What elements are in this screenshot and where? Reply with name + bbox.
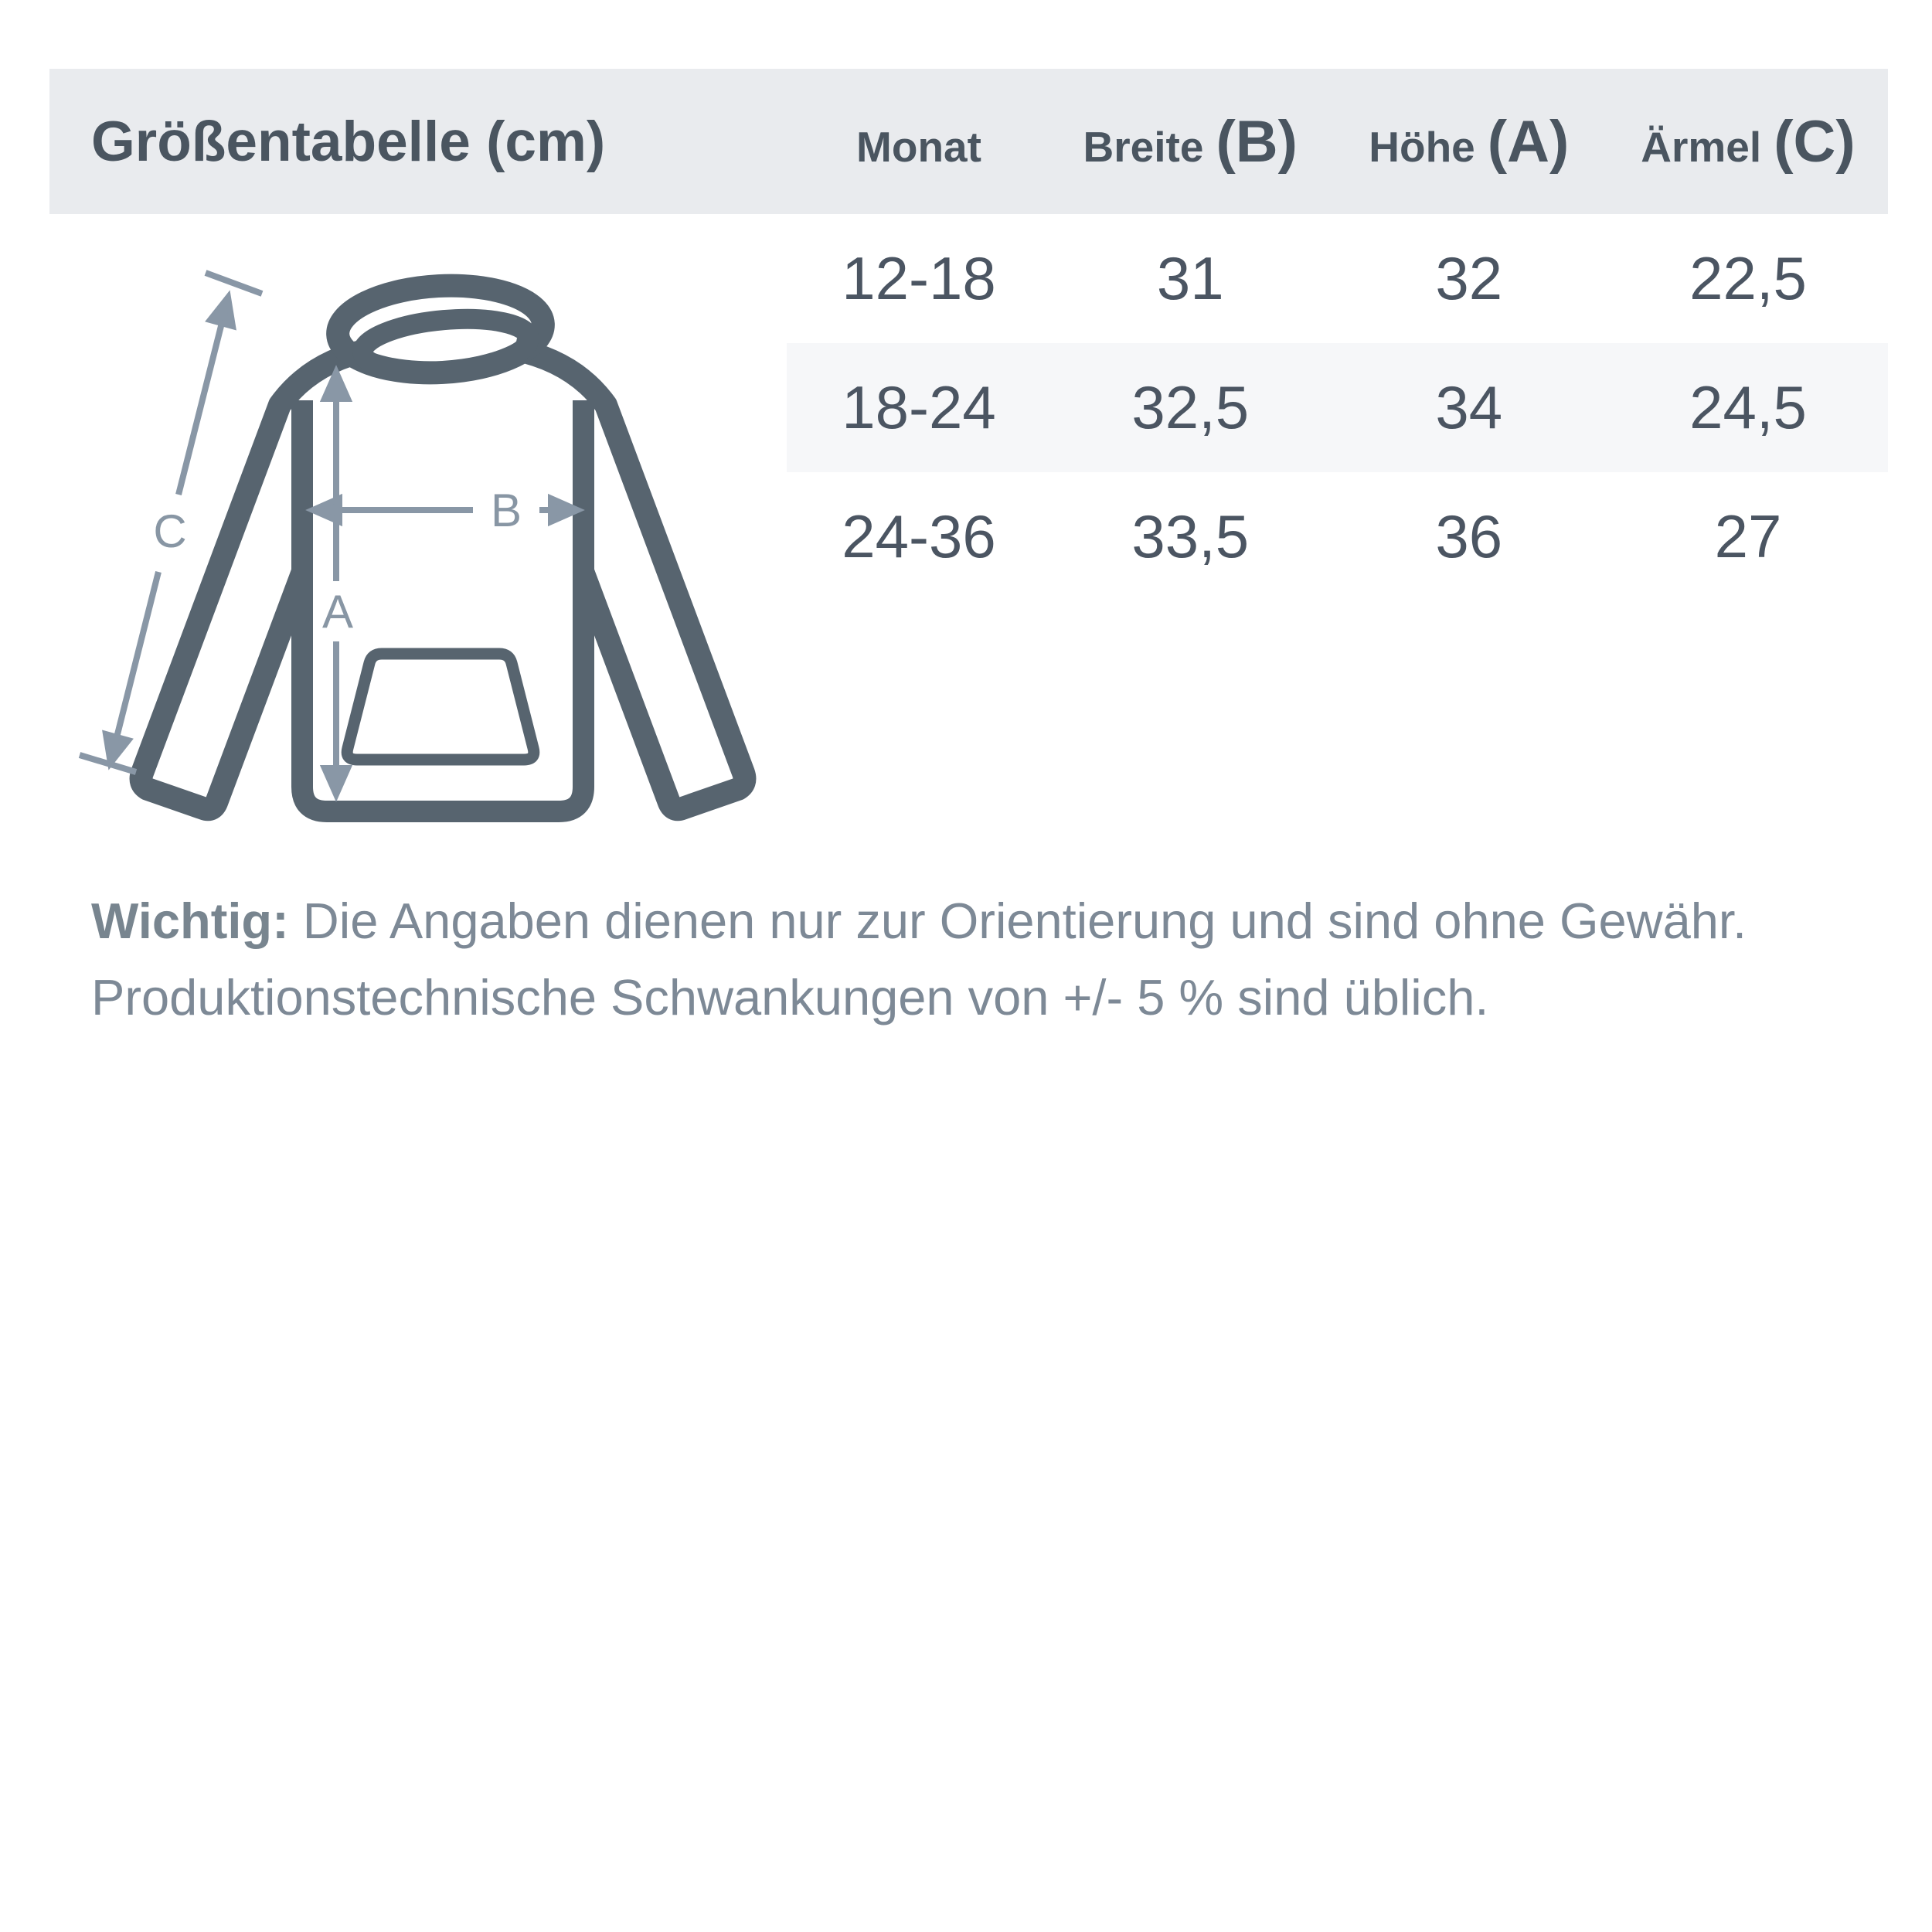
- cell-aermel: 27: [1714, 502, 1782, 570]
- column-header-label: Höhe: [1369, 122, 1475, 171]
- column-header-aermel: [1608, 69, 1888, 214]
- arrow-c-line-bottom: [117, 572, 158, 737]
- hoodie-pocket: [347, 654, 534, 760]
- column-header-monat: [787, 69, 1051, 214]
- cell-aermel: 22,5: [1689, 244, 1807, 312]
- column-header-letter: (C): [1774, 108, 1855, 175]
- arrow-c-head-down: [106, 734, 128, 763]
- column-header-label: Monat: [856, 122, 981, 171]
- hoodie-outline-drawing: [141, 281, 745, 811]
- disclaimer-line-1: [91, 883, 1892, 959]
- hoodie-measurement-diagram: [31, 216, 811, 889]
- cell-breite: 33,5: [1131, 502, 1250, 570]
- disclaimer-line-2: Produktionstechnische Schwankungen von +/- 5 % sind üblich.: [91, 969, 1489, 1026]
- arrow-c-line-top: [179, 323, 222, 495]
- hoodie-right-sleeve: [515, 349, 744, 809]
- page-title: Größentabelle (cm): [91, 110, 606, 173]
- hoodie-hood-opening: [361, 313, 532, 379]
- cell-hoehe: 36: [1435, 502, 1503, 570]
- table-row: [787, 214, 1888, 343]
- table-row: [787, 343, 1888, 472]
- cell-hoehe: 32: [1435, 244, 1503, 312]
- column-header-letter: (A): [1487, 108, 1570, 175]
- cell-monat: 24-36: [842, 502, 996, 570]
- arrow-a-head-down: [325, 768, 348, 794]
- cell-monat: 12-18: [842, 244, 996, 312]
- column-header-hoehe: [1330, 69, 1609, 214]
- arrow-c-tick-top: [206, 273, 262, 294]
- arrow-b-head-left: [313, 498, 339, 522]
- table-column-headers: [787, 69, 1888, 214]
- cell-aermel: 24,5: [1689, 373, 1807, 441]
- disclaimer-note: [91, 883, 1892, 1036]
- column-header-label: Ärmel: [1641, 122, 1762, 171]
- column-header-label: Breite: [1083, 122, 1204, 171]
- column-header-letter: (B): [1216, 108, 1298, 175]
- arrow-c-head-up: [210, 298, 233, 326]
- label-b: B: [490, 485, 522, 536]
- disclaimer-line-1-text: Die Angaben dienen nur zur Orientierung und sind ohne Gewähr.: [288, 893, 1747, 949]
- cell-breite: 31: [1156, 244, 1224, 312]
- column-header-breite: [1051, 69, 1330, 214]
- label-c: C: [153, 505, 187, 557]
- table-row: [787, 472, 1888, 601]
- cell-monat: 18-24: [842, 373, 996, 441]
- cell-breite: 32,5: [1131, 373, 1250, 441]
- cell-hoehe: 34: [1435, 373, 1503, 441]
- disclaimer-bold-prefix: Wichtig:: [91, 893, 289, 949]
- label-a: A: [321, 586, 354, 638]
